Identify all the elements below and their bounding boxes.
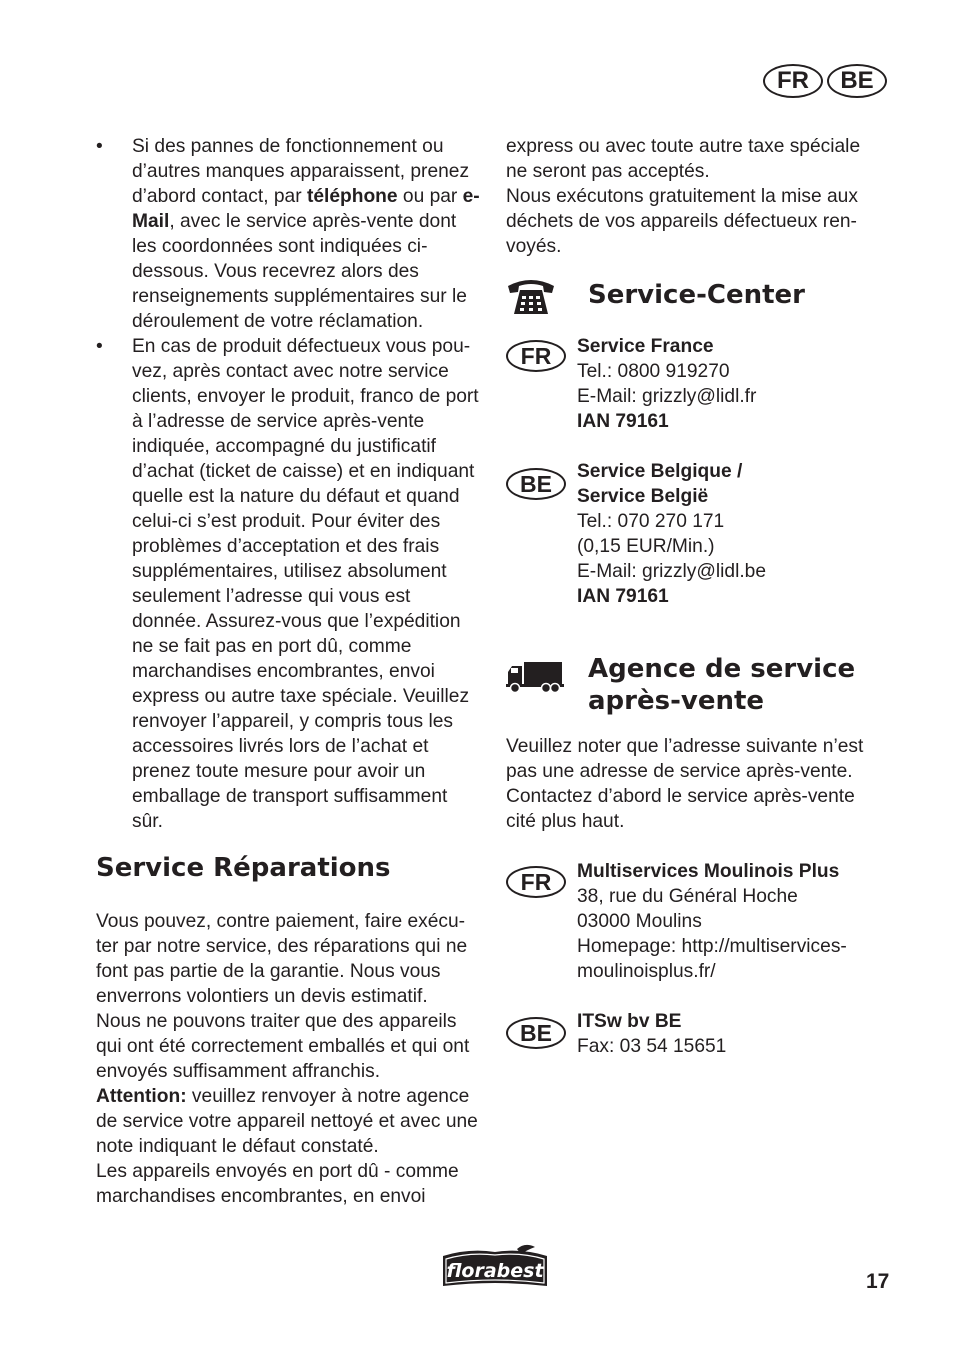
paragraph: Nous ne pouvons traiter que des appareils qui ont été correctement emballés et qui ont envoyés suffisamment affranchis. [96, 1011, 470, 1082]
heading-service-center: Service-Center [588, 280, 805, 310]
bullet-item [96, 134, 481, 334]
agence-france-block [577, 859, 887, 984]
truck-icon [506, 660, 564, 694]
language-badges [763, 64, 887, 98]
bullet-symbol: • [96, 136, 103, 157]
page-number: 17 [866, 1270, 890, 1293]
service-name: Service België [577, 486, 709, 507]
badge-fr: FR [763, 64, 823, 98]
badge-fr: FR [506, 340, 566, 372]
service-tel: Tel.: 070 270 171 [577, 511, 725, 532]
service-rate: (0,15 EUR/Min.) [577, 536, 715, 557]
agence-street: 38, rue du Général Hoche [577, 886, 798, 907]
service-france-block [577, 334, 887, 434]
service-name: Service Belgique / [577, 461, 743, 482]
bullet-text: Si des pannes de fonctionnement ou d’autres manques apparaissent, prenez d’abord contact, par téléphone ou par e-Mail, avec le service après-vente dont les coordonnées sont indiquées ci-dessous. Vous recevrez alors des renseignements supplémentaires sur le déroulement de votre réclamation. [132, 136, 480, 332]
service-ian: IAN 79161 [577, 411, 669, 432]
badge-be: BE [506, 468, 566, 500]
agence-name: ITSw bv BE [577, 1011, 682, 1032]
paragraph: Attention: veuillez renvoyer à notre agence de service votre appareil nettoyé et avec une note indiquant le défaut constaté. [96, 1086, 478, 1157]
service-email: E-Mail: grizzly@lidl.fr [577, 386, 757, 407]
heading-line: Agence de service [588, 654, 856, 684]
service-email: E-Mail: grizzly@lidl.be [577, 561, 767, 582]
florabest-logo [439, 1244, 551, 1290]
heading-agence [588, 653, 888, 717]
service-name: Service France [577, 336, 714, 357]
agence-homepage: moulinoisplus.fr/ [577, 961, 716, 982]
bullet-symbol: • [96, 336, 103, 357]
badge-be: BE [506, 1017, 566, 1049]
bullet-text: En cas de produit défectueux vous pouvez, après contact avec notre service clients, envoyer le produit, franco de port à l’adresse de service après-vente indiquée, accompagné du justificatif d’achat (ticket de caisse) et en indiquant quelle est la nature du défaut et quand celui-ci s’est produit. Pour éviter des problèmes d’acceptation et des frais supplémentaires, utilisez absolument seulement l’adresse qui vous est donnée. Assurez-vous que l’expédition ne se fait pas en port dû, comme marchandises encombrantes, envoi express ou autre taxe spéciale. Veuillez renvoyer l’appareil, y compris tous les accessoires livrés lors de l’achat et prenez toute mesure pour avoir un emballage de transport suffisamment sûr. [132, 336, 479, 832]
telephone-icon [506, 276, 556, 316]
agence-city: 03000 Moulins [577, 911, 702, 932]
paragraph: Les appareils envoyés en port dû - comme marchandises encombrantes, en envoi [96, 1161, 459, 1207]
paragraph: Vous pouvez, contre paiement, faire exécuter par notre service, des réparations qui ne font pas partie de la garantie. Nous vous enverrons volontiers un devis estimatif. [96, 911, 468, 1007]
right-column-intro [506, 134, 886, 259]
agence-note [506, 734, 886, 834]
svg-text:florabest: florabest [446, 1260, 544, 1282]
heading-line: après-vente [588, 686, 765, 716]
bullet-item [96, 334, 481, 834]
service-belgium-block [577, 459, 887, 609]
badge-fr: FR [506, 866, 566, 898]
service-tel: Tel.: 0800 919270 [577, 361, 730, 382]
badge-be: BE [827, 64, 887, 98]
agence-homepage: Homepage: http://multiservices- [577, 936, 847, 957]
heading-service-reparations: Service Réparations [96, 853, 391, 883]
left-column [96, 134, 481, 834]
paragraph: express ou avec toute autre taxe spéciale ne seront pas acceptés. [506, 136, 861, 182]
agence-belgium-block [577, 1009, 887, 1059]
paragraph: Nous exécutons gratuitement la mise aux déchets de vos appareils défectueux renvoyés. [506, 186, 858, 257]
agence-fax: Fax: 03 54 15651 [577, 1036, 727, 1057]
agence-name: Multiservices Moulinois Plus [577, 861, 840, 882]
service-reparations-body [96, 909, 481, 1209]
attention-label: Attention: [96, 1086, 187, 1107]
paragraph: Veuillez noter que l’adresse suivante n’est pas une adresse de service après-vente. Contactez d’abord le service après-vente cité plus haut. [506, 736, 864, 832]
service-ian: IAN 79161 [577, 586, 669, 607]
